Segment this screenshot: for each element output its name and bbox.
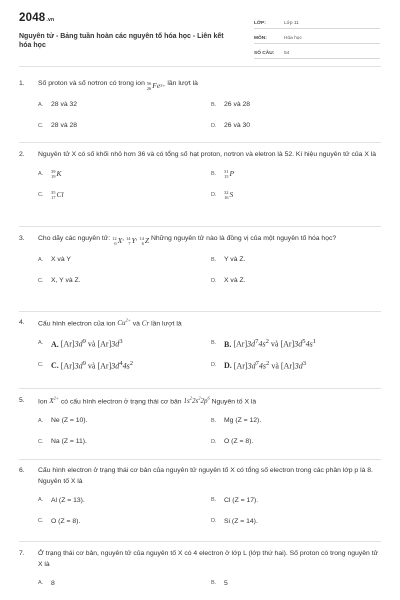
divider [19,388,381,389]
question-text: Cấu hình electron của ion $Cu^{2+}$ và Cr lần lượt là [38,318,182,328]
option-a[interactable]: A. A. $[Ar]3d^9$ và $[Ar]3d^3$ [38,337,123,349]
question-text: Cho dãy các nguyên tử: 12 6 X , 14 7 Y , 14 6 Z Những nguyên tử nào là đồng vị của một nguyên tố hóa học? [38,235,337,246]
question-4 [19,318,381,370]
divider [19,226,381,227]
option-d[interactable]: D. D. $[Ar]3d^74s^2$ và $[Ar]3d^3$ [211,359,307,371]
question-number: 6. [19,467,25,474]
option-c[interactable]: C. O (Z = 8). [38,517,81,525]
divider [19,66,381,67]
option-a[interactable]: A. X và Y [38,256,71,264]
option-d[interactable]: D. X và Z. [211,277,246,285]
question-text: Số proton và số nơtron có trong ion 56 26 Fe 3+ lần lượt là [38,80,198,91]
option-c[interactable]: C. 28 và 28 [38,122,78,130]
question-2 [19,150,381,200]
worksheet-title: Nguyên tử - Bảng tuần hoàn các nguyên tố hóa học - Liên kết hóa học [19,33,224,50]
question-1 [19,79,381,131]
answer-options [38,416,381,447]
option-a[interactable]: A. Al (Z = 13). [38,496,85,504]
question-6 [19,466,381,526]
option-c[interactable]: C. C. $[Ar]3d^9$ và $[Ar]3d^44s^2$ [38,359,134,371]
answer-options [38,169,381,200]
question-text: Ở trạng thái cơ bản, nguyên tử của nguyên tố X có 4 electron ở lớp L (lớp thứ hai). Số proton có trong nguyên tử X là [38,550,379,568]
option-d[interactable]: D. 32 16 S [211,189,234,200]
option-c[interactable]: C. Na (Z = 11). [38,438,87,446]
option-d[interactable]: D. O (Z = 8). [211,438,254,446]
option-c[interactable]: C. X, Y và Z. [38,277,81,285]
ion-fe-symbol: 56 26 Fe 3+ [146,81,166,91]
question-text: Ion $X^{2+}$ có cấu hình electron ở trạng thái cơ bản $1s^22s^22p^6$ Nguyên tố X là [38,396,257,406]
meta-table [254,14,380,59]
option-b[interactable]: B. Y và Z. [211,256,246,264]
meta-label: LỚP: [254,21,266,26]
page-header [0,0,400,62]
divider [19,541,381,542]
answer-options [38,338,381,370]
question-number: 7. [19,550,25,557]
question-number: 2. [19,151,25,158]
question-number: 3. [19,235,25,242]
meta-row-subject [254,29,380,44]
meta-label: SỐ CÂU: [254,51,275,56]
divider [19,311,381,312]
option-d[interactable]: D. 26 và 30 [211,122,251,130]
option-a[interactable]: A. 8 [38,579,55,587]
option-b[interactable]: B. B. $[Ar]3d^74s^2$ và $[Ar]3d^54s^1$ [211,337,317,349]
option-a[interactable]: A. 28 và 32 [38,101,78,109]
question-text: Nguyên tử X có số khối nhỏ hơn 36 và có tổng số hạt proton, nơtron và eletron là 52. Kí hiệu nguyên tử của X là [38,151,377,158]
option-b[interactable]: B. 31 15 P [211,168,235,179]
answer-options [38,495,381,526]
option-a[interactable]: A. 39 19 K [38,168,62,179]
option-c[interactable]: C. 35 17 Cl [38,189,64,200]
meta-value: 54 [284,51,290,56]
option-b[interactable]: B. 5 [211,579,228,587]
question-text: Cấu hình electron ở trạng thái cơ bản của nguyên tử nguyên tố X có tổng số electron trong các phân lớp p là 8. Nguyên tố X là [38,467,373,485]
answer-options [38,100,381,131]
question-number: 5. [19,397,25,404]
option-a[interactable]: A. Ne (Z = 10). [38,417,88,425]
question-7 [19,549,381,588]
site-logo[interactable]: 2048.vn [19,12,55,24]
option-b[interactable]: B. Cl (Z = 17). [211,496,259,504]
question-number: 1. [19,80,25,87]
meta-row-class [254,14,380,29]
question-number: 4. [19,319,25,326]
option-b[interactable]: B. Mg (Z = 12). [211,417,262,425]
question-5 [19,396,381,447]
answer-options [38,578,381,588]
meta-row-count [254,44,380,59]
divider [19,142,381,143]
meta-label: MÔN: [254,36,267,41]
meta-value: Hóa học [284,36,302,41]
question-3 [19,234,381,286]
option-d[interactable]: D. Si (Z = 14). [211,517,258,525]
option-b[interactable]: B. 26 và 28 [211,101,251,109]
meta-value: Lớp 11 [284,21,299,26]
divider [19,459,381,460]
answer-options [38,255,381,286]
